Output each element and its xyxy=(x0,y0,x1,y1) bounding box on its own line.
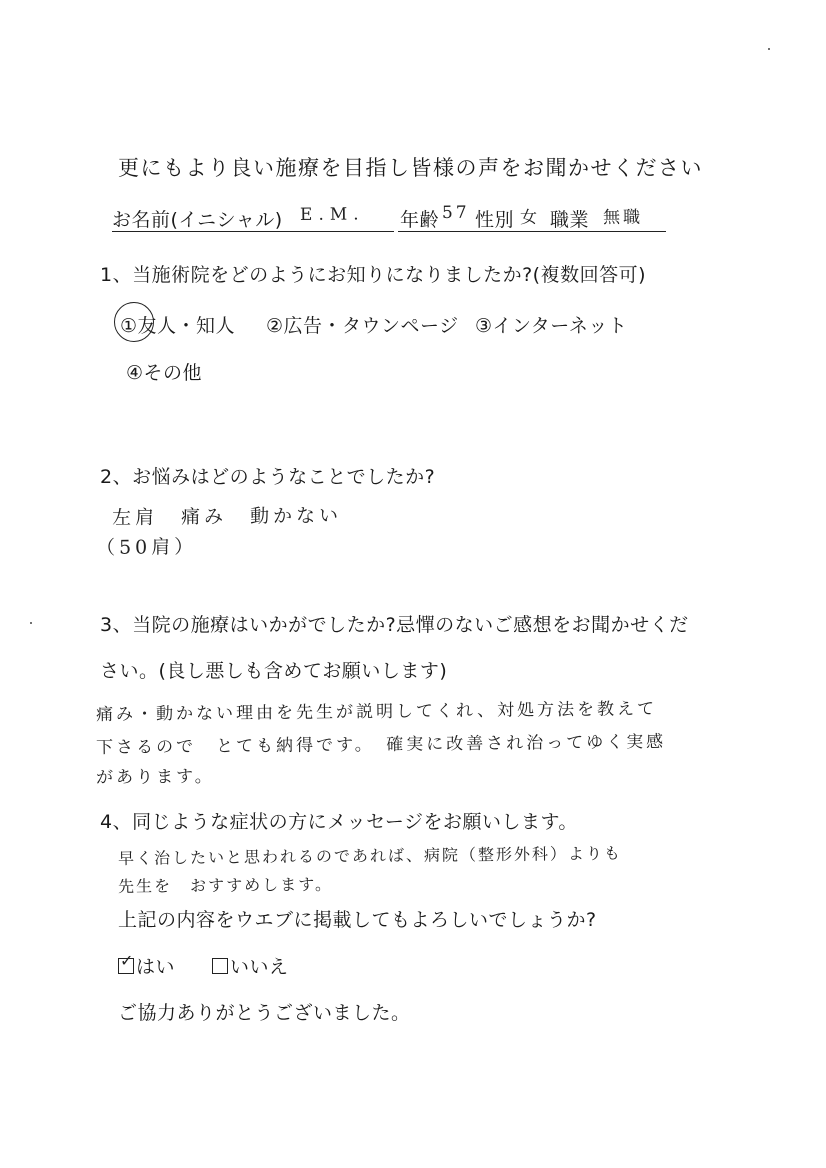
question-4: 4、同じような症状の方にメッセージをお願いします。 xyxy=(100,811,578,833)
job-value: 無職 xyxy=(602,207,644,228)
info-underline xyxy=(398,231,666,232)
q2-answer-line-1: 左肩 痛み 動かない xyxy=(111,504,343,529)
consent-no[interactable] xyxy=(212,952,289,979)
age-label: 年齢 xyxy=(400,209,440,231)
job-label: 職業 xyxy=(550,209,590,231)
q3-answer-line-1: 痛み・動かない理由を先生が説明してくれ、対処方法を教えて xyxy=(95,699,658,725)
yes-label: はい xyxy=(136,956,176,978)
q3-answer-line-3: があります。 xyxy=(95,766,215,788)
question-2: 2、お悩みはどのようなことでしたか? xyxy=(100,466,436,488)
q4-answer-line-2: 先生を おすすめします。 xyxy=(117,874,333,896)
name-value: E.M. xyxy=(299,204,365,225)
gender-label: 性別 xyxy=(475,209,515,231)
q1-option-3: ③インターネット xyxy=(475,315,628,337)
no-checkbox[interactable] xyxy=(212,958,228,974)
check-icon: ✓ xyxy=(120,951,134,970)
closing-text: ご協力ありがとうございました。 xyxy=(118,1002,411,1024)
page-title: 更にもより良い施療を目指し皆様の声をお聞かせください xyxy=(118,156,703,180)
scan-speck xyxy=(768,48,770,50)
yes-checkbox[interactable] xyxy=(118,951,134,974)
question-3-line-1: 3、当院の施療はいかがでしたか?忌憚のないご感想をお聞かせくだ xyxy=(100,614,689,636)
q1-option-4: ④その他 xyxy=(126,362,203,384)
q2-answer-line-2: （50肩） xyxy=(95,535,198,559)
question-3-line-2: さい。(良し悪しも含めてお願いします) xyxy=(100,660,448,682)
q1-option-1: ①友人・知人 xyxy=(120,315,236,337)
name-underline xyxy=(112,231,394,232)
consent-yes[interactable] xyxy=(118,952,175,979)
q3-answer-line-2: 下さるので とても納得です。 確実に改善され治ってゆく実感 xyxy=(95,732,667,758)
no-label: いいえ xyxy=(230,956,289,978)
q1-option-2: ②広告・タウンページ xyxy=(266,315,459,337)
question-1: 1、当施術院をどのようにお知りになりましたか?(複数回答可) xyxy=(100,264,646,286)
q4-answer-line-1: 早く治したいと思われるのであれば、病院（整形外科）よりも xyxy=(117,843,623,868)
consent-question: 上記の内容をウエブに掲載してもよろしいでしょうか? xyxy=(118,909,597,931)
gender-value: 女 xyxy=(519,207,541,228)
scan-speck xyxy=(30,622,32,624)
age-value: 57 xyxy=(441,202,470,223)
selected-circle xyxy=(114,302,154,342)
name-label: お名前(イニシャル) xyxy=(112,209,283,231)
